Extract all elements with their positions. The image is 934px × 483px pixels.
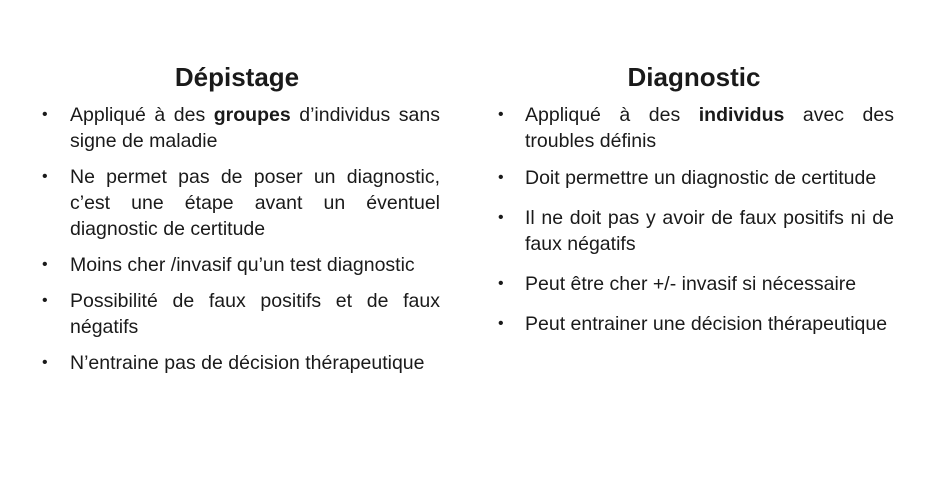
item-text: Doit permettre un diagnostic de certitude	[525, 167, 877, 189]
item-text: Ne permet pas de poser un diagnostic, c’est une étape avant un éventuel diagnostic de certitude	[70, 166, 440, 240]
bullet: •	[42, 256, 48, 273]
item-text-rest: avec des troubles définis	[525, 104, 894, 152]
item-text-rest: d’individus sans signe de maladie	[70, 104, 440, 152]
item-bold: individus	[698, 104, 785, 126]
bullet: •	[498, 209, 504, 226]
item-text: Il ne doit pas y avoir de faux positifs ni de faux négatifs	[525, 207, 894, 255]
bullet: •	[498, 275, 504, 292]
depistage-column	[38, 60, 440, 376]
item-text: N’entraine pas de décision thérapeutique	[70, 352, 425, 374]
bullet: •	[498, 106, 504, 123]
diagnostic-column	[494, 60, 894, 337]
list-item	[494, 165, 894, 191]
list-item	[38, 350, 440, 376]
item-text: Peut être cher +/- invasif si nécessaire	[525, 273, 857, 295]
item-text: Moins cher /invasif qu’un test diagnostic	[70, 254, 415, 276]
list-item	[38, 102, 440, 154]
depistage-heading: Dépistage	[174, 62, 300, 92]
bullet: •	[42, 168, 48, 185]
list-item	[494, 271, 894, 297]
item-bold: groupes	[213, 104, 291, 126]
bullet: •	[42, 292, 48, 309]
depistage-list	[38, 102, 440, 376]
diagnostic-list	[494, 102, 894, 337]
list-item	[38, 288, 440, 340]
item-text: Appliqué à des	[525, 104, 699, 126]
diagnostic-heading: Diagnostic	[627, 62, 761, 92]
bullet: •	[42, 106, 48, 123]
item-text: Peut entrainer une décision thérapeutique	[525, 313, 888, 335]
list-item	[494, 311, 894, 337]
bullet: •	[42, 354, 48, 371]
bullet: •	[498, 169, 504, 186]
list-item	[38, 164, 440, 242]
list-item	[494, 205, 894, 257]
bullet: •	[498, 315, 504, 332]
item-text: Possibilité de faux positifs et de faux négatifs	[70, 290, 440, 338]
item-text: Appliqué à des	[70, 104, 214, 126]
list-item	[38, 252, 440, 278]
list-item	[494, 102, 894, 154]
